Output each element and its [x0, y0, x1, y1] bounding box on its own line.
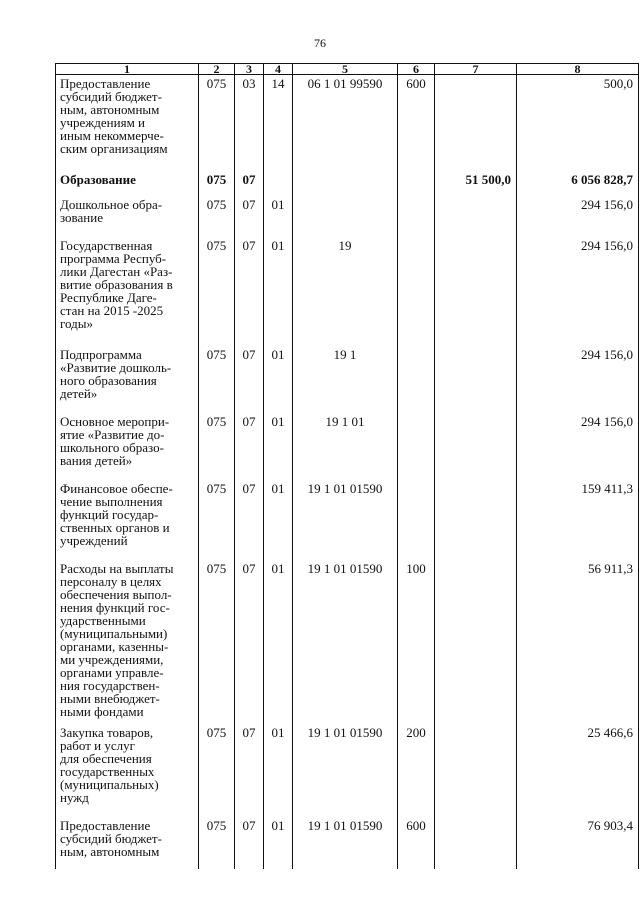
- code-cell-col4: 01: [264, 413, 293, 480]
- code-cell-col5: 19 1 01 01590: [293, 724, 398, 817]
- column-header-8: 8: [517, 64, 639, 75]
- code-cell-col2: 075: [199, 196, 235, 237]
- col8-amount-cell: 6 056 828,7: [517, 171, 639, 196]
- code-cell-col5: [293, 171, 398, 196]
- col7-amount-cell: [435, 413, 517, 480]
- code-cell-col4: 01: [264, 346, 293, 413]
- row-name-cell: Предоставление субсидий бюджет- ным, автономным учреждениям и иным некоммерче- ским организациям: [56, 75, 199, 171]
- code-cell-col2: 075: [199, 560, 235, 724]
- code-cell-col6: 200: [398, 724, 435, 817]
- code-cell-col2: 075: [199, 817, 235, 869]
- column-header-4: 4: [264, 64, 293, 75]
- col7-amount-cell: [435, 196, 517, 237]
- code-cell-col4: 01: [264, 237, 293, 346]
- code-cell-col5: [293, 196, 398, 237]
- table-row: [56, 724, 639, 817]
- code-cell-col2: 075: [199, 413, 235, 480]
- code-cell-col3: 07: [235, 817, 264, 869]
- row-name-cell: Образование: [56, 171, 199, 196]
- code-cell-col2: 075: [199, 480, 235, 560]
- code-cell-col2: 075: [199, 237, 235, 346]
- col8-amount-cell: 294 156,0: [517, 346, 639, 413]
- code-cell-col3: 07: [235, 237, 264, 346]
- code-cell-col6: 600: [398, 75, 435, 171]
- code-cell-col3: 07: [235, 171, 264, 196]
- col8-amount-cell: 500,0: [517, 75, 639, 171]
- code-cell-col4: 01: [264, 817, 293, 869]
- col8-amount-cell: 294 156,0: [517, 413, 639, 480]
- table-row: [56, 75, 639, 171]
- code-cell-col4: 01: [264, 724, 293, 817]
- col7-amount-cell: [435, 480, 517, 560]
- col7-amount-cell: 51 500,0: [435, 171, 517, 196]
- code-cell-col6: [398, 413, 435, 480]
- col7-amount-cell: [435, 817, 517, 869]
- code-cell-col2: 075: [199, 724, 235, 817]
- row-name-cell: Закупка товаров, работ и услуг для обеспечения государственных (муниципальных) нужд: [56, 724, 199, 817]
- row-name-cell: Подпрограмма «Развитие дошколь- ного образования детей»: [56, 346, 199, 413]
- code-cell-col5: 19: [293, 237, 398, 346]
- code-cell-col6: 100: [398, 560, 435, 724]
- row-name-cell: Основное меропри- ятие «Развитие до- школьного образо- вания детей»: [56, 413, 199, 480]
- code-cell-col5: 19 1: [293, 346, 398, 413]
- row-name-cell: Предоставление субсидий бюджет- ным, автономным: [56, 817, 199, 869]
- code-cell-col3: 07: [235, 480, 264, 560]
- code-cell-col6: 600: [398, 817, 435, 869]
- code-cell-col5: 06 1 01 99590: [293, 75, 398, 171]
- row-name-cell: Государственная программа Респуб- лики Дагестан «Раз- витие образования в Республике Даге- стан на 2015 -2025 годы»: [56, 237, 199, 346]
- col8-amount-cell: 25 466,6: [517, 724, 639, 817]
- column-header-5: 5: [293, 64, 398, 75]
- code-cell-col5: 19 1 01 01590: [293, 480, 398, 560]
- table-row: [56, 196, 639, 237]
- row-name-cell: Дошкольное обра- зование: [56, 196, 199, 237]
- table-row: [56, 237, 639, 346]
- column-header-3: 3: [235, 64, 264, 75]
- col7-amount-cell: [435, 75, 517, 171]
- code-cell-col6: [398, 346, 435, 413]
- page-number: 76: [314, 36, 326, 50]
- col8-amount-cell: 76 903,4: [517, 817, 639, 869]
- code-cell-col5: 19 1 01: [293, 413, 398, 480]
- column-header-6: 6: [398, 64, 435, 75]
- code-cell-col6: [398, 237, 435, 346]
- col8-amount-cell: 56 911,3: [517, 560, 639, 724]
- code-cell-col3: 07: [235, 413, 264, 480]
- table-row: [56, 171, 639, 196]
- code-cell-col3: 07: [235, 196, 264, 237]
- col7-amount-cell: [435, 724, 517, 817]
- col8-amount-cell: 294 156,0: [517, 237, 639, 346]
- table-row: [56, 560, 639, 724]
- code-cell-col3: 07: [235, 560, 264, 724]
- table-row: [56, 346, 639, 413]
- col7-amount-cell: [435, 237, 517, 346]
- code-cell-col2: 075: [199, 75, 235, 171]
- code-cell-col3: 07: [235, 346, 264, 413]
- table-row: [56, 817, 639, 869]
- row-name-cell: Финансовое обеспе- чение выполнения функций государ- ственных органов и учреждений: [56, 480, 199, 560]
- code-cell-col4: 14: [264, 75, 293, 171]
- code-cell-col4: [264, 171, 293, 196]
- code-cell-col5: 19 1 01 01590: [293, 817, 398, 869]
- code-cell-col4: 01: [264, 480, 293, 560]
- code-cell-col3: 07: [235, 724, 264, 817]
- code-cell-col4: 01: [264, 196, 293, 237]
- col7-amount-cell: [435, 560, 517, 724]
- budget-table: [55, 63, 639, 869]
- code-cell-col6: [398, 171, 435, 196]
- col8-amount-cell: 159 411,3: [517, 480, 639, 560]
- col8-amount-cell: 294 156,0: [517, 196, 639, 237]
- column-header-7: 7: [435, 64, 517, 75]
- code-cell-col5: 19 1 01 01590: [293, 560, 398, 724]
- table-body: [56, 75, 639, 869]
- col7-amount-cell: [435, 346, 517, 413]
- code-cell-col6: [398, 196, 435, 237]
- column-header-1: 1: [56, 64, 199, 75]
- column-header-2: 2: [199, 64, 235, 75]
- code-cell-col4: 01: [264, 560, 293, 724]
- code-cell-col2: 075: [199, 346, 235, 413]
- code-cell-col2: 075: [199, 171, 235, 196]
- row-name-cell: Расходы на выплаты персоналу в целях обеспечения выпол- нения функций гос- ударственными (муниципальными) органами, казенны- ми учреждениями, органами управле- ния государствен- ными внебюджет- ными фондами: [56, 560, 199, 724]
- table-row: [56, 480, 639, 560]
- code-cell-col3: 03: [235, 75, 264, 171]
- code-cell-col6: [398, 480, 435, 560]
- column-number-header-row: [56, 64, 639, 75]
- table-row: [56, 413, 639, 480]
